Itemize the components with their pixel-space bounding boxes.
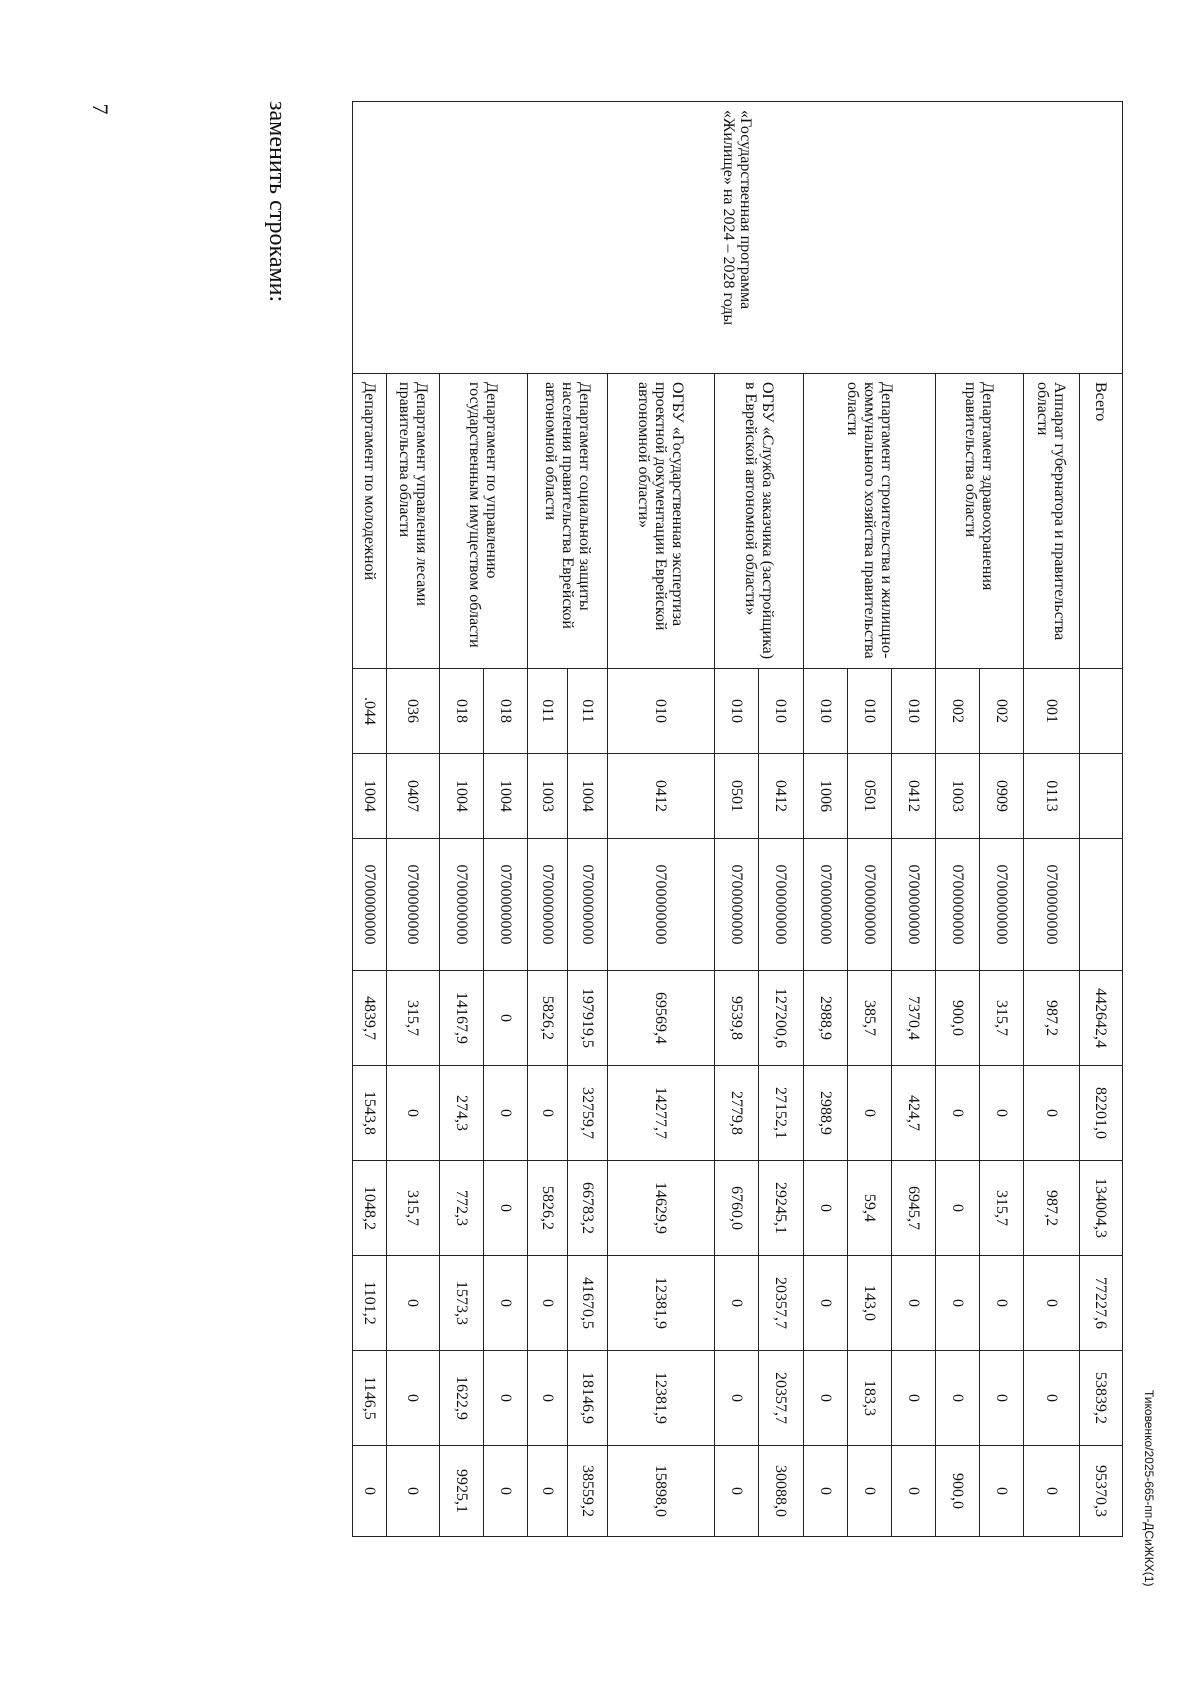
intro-text: заменить строками: — [264, 101, 290, 303]
value-cell: 0 — [804, 1161, 848, 1256]
csr-cell: 0700000000 — [892, 839, 936, 971]
value-cell: 0 — [715, 1256, 759, 1351]
grbs-cell: 011 — [568, 669, 608, 754]
csr-cell: 0700000000 — [936, 839, 980, 971]
value-cell: 5826,2 — [528, 1161, 568, 1256]
value-cell: 12381,9 — [608, 1256, 715, 1351]
value-cell: 59,4 — [848, 1161, 892, 1256]
value-cell: 0 — [980, 1446, 1024, 1537]
value-cell: 197919,5 — [568, 971, 608, 1066]
value-cell: 0 — [848, 1066, 892, 1161]
value-cell: 6945,7 — [892, 1161, 936, 1256]
value-cell: 0 — [892, 1351, 936, 1446]
org-name-cell: Департамент строительства и жилищно-коммунального хозяйства правительства области — [804, 374, 936, 669]
value-cell: 424,7 — [892, 1066, 936, 1161]
value-cell: 1048,2 — [353, 1161, 387, 1256]
org-name-cell: Департамент здравоохранения правительства области — [936, 374, 1024, 669]
org-name-cell: ОГБУ «Служба заказчика (застройщика) в Еврейской автономной области» — [715, 374, 804, 669]
rzpr-cell: 1003 — [936, 754, 980, 839]
rzpr-cell: 0412 — [608, 754, 715, 839]
grbs-cell: 010 — [848, 669, 892, 754]
value-cell: 2988,9 — [804, 971, 848, 1066]
total-grbs-cell — [1080, 669, 1123, 754]
value-cell: 315,7 — [387, 1161, 440, 1256]
value-cell: 385,7 — [848, 971, 892, 1066]
value-cell: 20357,7 — [759, 1351, 804, 1446]
csr-cell: 0700000000 — [759, 839, 804, 971]
value-cell: 315,7 — [980, 971, 1024, 1066]
value-cell: 0 — [484, 1351, 528, 1446]
total-value-cell: 95370,3 — [1080, 1446, 1123, 1537]
value-cell: 38559,2 — [568, 1446, 608, 1537]
value-cell: 12381,9 — [608, 1351, 715, 1446]
org-name-cell: ОГБУ «Государственная экспертиза проектной документации Еврейской автономной области» — [608, 374, 715, 669]
value-cell: 0 — [484, 1161, 528, 1256]
value-cell: 14277,7 — [608, 1066, 715, 1161]
value-cell: 0 — [980, 1351, 1024, 1446]
value-cell: 20357,7 — [759, 1256, 804, 1351]
grbs-cell: 010 — [608, 669, 715, 754]
value-cell: 772,3 — [440, 1161, 484, 1256]
csr-cell: 0700000000 — [353, 839, 387, 971]
csr-cell: 0700000000 — [804, 839, 848, 971]
value-cell: 183,3 — [848, 1351, 892, 1446]
rzpr-cell: 0407 — [387, 754, 440, 839]
value-cell: 987,2 — [1024, 971, 1080, 1066]
value-cell: 0 — [484, 1256, 528, 1351]
value-cell: 2779,8 — [715, 1066, 759, 1161]
value-cell: 9539,8 — [715, 971, 759, 1066]
value-cell: 0 — [804, 1351, 848, 1446]
csr-cell: 0700000000 — [980, 839, 1024, 971]
document-footer: Тиковенко/2025-665-пп-ДСиЖКХ(1) — [1142, 1390, 1156, 1587]
budget-table — [352, 101, 1123, 1537]
grbs-cell: 002 — [936, 669, 980, 754]
value-cell: 0 — [484, 1446, 528, 1537]
value-cell: 0 — [1024, 1446, 1080, 1537]
value-cell: 30088,0 — [759, 1446, 804, 1537]
value-cell: 0 — [936, 1256, 980, 1351]
total-value-cell: 77227,6 — [1080, 1256, 1123, 1351]
value-cell: 0 — [528, 1446, 568, 1537]
value-cell: 0 — [484, 971, 528, 1066]
org-name-cell: Департамент по управлению государственным имуществом области — [440, 374, 528, 669]
grbs-cell: 011 — [528, 669, 568, 754]
value-cell: 14629,9 — [608, 1161, 715, 1256]
value-cell: 7370,4 — [892, 971, 936, 1066]
value-cell: 900,0 — [936, 971, 980, 1066]
value-cell: 0 — [484, 1066, 528, 1161]
grbs-cell: 002 — [980, 669, 1024, 754]
total-value-cell: 82201,0 — [1080, 1066, 1123, 1161]
value-cell: 0 — [528, 1066, 568, 1161]
csr-cell: 0700000000 — [1024, 839, 1080, 971]
value-cell: 315,7 — [980, 1161, 1024, 1256]
value-cell: 14167,9 — [440, 971, 484, 1066]
rzpr-cell: 1004 — [568, 754, 608, 839]
grbs-cell: 010 — [715, 669, 759, 754]
value-cell: 274,3 — [440, 1066, 484, 1161]
value-cell: 2988,9 — [804, 1066, 848, 1161]
grbs-cell: 010 — [804, 669, 848, 754]
csr-cell: 0700000000 — [484, 839, 528, 971]
csr-cell: 0700000000 — [440, 839, 484, 971]
program-name-cell: «Государственная программа «Жилище» на 2024 – 2028 годы — [353, 102, 1123, 374]
rzpr-cell: 0909 — [980, 754, 1024, 839]
value-cell: 41670,5 — [568, 1256, 608, 1351]
value-cell: 0 — [715, 1446, 759, 1537]
value-cell: 0 — [528, 1351, 568, 1446]
value-cell: 987,2 — [1024, 1161, 1080, 1256]
org-name-cell: Департамент социальной защиты населения правительства Еврейской автономной области — [528, 374, 608, 669]
rzpr-cell: 1006 — [804, 754, 848, 839]
value-cell: 0 — [892, 1446, 936, 1537]
total-value-cell: 442642,4 — [1080, 971, 1123, 1066]
rzpr-cell: 1004 — [484, 754, 528, 839]
total-label-cell: Всего — [1080, 374, 1123, 669]
value-cell: 900,0 — [936, 1446, 980, 1537]
value-cell: 27152,1 — [759, 1066, 804, 1161]
org-name-cell: Департамент управления лесами правительства области — [387, 374, 440, 669]
csr-cell: 0700000000 — [848, 839, 892, 971]
value-cell: 0 — [353, 1446, 387, 1537]
total-rzpr-cell — [1080, 754, 1123, 839]
value-cell: 0 — [936, 1066, 980, 1161]
value-cell: 29245,1 — [759, 1161, 804, 1256]
value-cell: 0 — [1024, 1066, 1080, 1161]
value-cell: 1101,2 — [353, 1256, 387, 1351]
value-cell: 0 — [387, 1446, 440, 1537]
value-cell: 5826,2 — [528, 971, 568, 1066]
grbs-cell: .044 — [353, 669, 387, 754]
value-cell: 4839,7 — [353, 971, 387, 1066]
table-row-total — [1080, 102, 1123, 1537]
value-cell: 69569,4 — [608, 971, 715, 1066]
rzpr-cell: 0113 — [1024, 754, 1080, 839]
value-cell: 0 — [980, 1256, 1024, 1351]
value-cell: 0 — [387, 1066, 440, 1161]
rzpr-cell: 1004 — [440, 754, 484, 839]
value-cell: 0 — [980, 1066, 1024, 1161]
grbs-cell: 018 — [484, 669, 528, 754]
value-cell: 15898,0 — [608, 1446, 715, 1537]
value-cell: 0 — [848, 1446, 892, 1537]
grbs-cell: 001 — [1024, 669, 1080, 754]
grbs-cell: 036 — [387, 669, 440, 754]
csr-cell: 0700000000 — [528, 839, 568, 971]
value-cell: 0 — [387, 1256, 440, 1351]
value-cell: 143,0 — [848, 1256, 892, 1351]
value-cell: 0 — [936, 1351, 980, 1446]
value-cell: 18146,9 — [568, 1351, 608, 1446]
value-cell: 127200,6 — [759, 971, 804, 1066]
csr-cell: 0700000000 — [568, 839, 608, 971]
org-name-cell: Аппарат губернатора и правительства области — [1024, 374, 1080, 669]
value-cell: 9925,1 — [440, 1446, 484, 1537]
value-cell: 32759,7 — [568, 1066, 608, 1161]
csr-cell: 0700000000 — [387, 839, 440, 971]
value-cell: 66783,2 — [568, 1161, 608, 1256]
rzpr-cell: 1003 — [528, 754, 568, 839]
rzpr-cell: 0501 — [848, 754, 892, 839]
value-cell: 1146,5 — [353, 1351, 387, 1446]
grbs-cell: 010 — [892, 669, 936, 754]
value-cell: 0 — [387, 1351, 440, 1446]
value-cell: 0 — [1024, 1256, 1080, 1351]
org-name-cell: Департамент по молодежной — [353, 374, 387, 669]
page-number: 7 — [88, 103, 113, 115]
value-cell: 315,7 — [387, 971, 440, 1066]
rzpr-cell: 1004 — [353, 754, 387, 839]
csr-cell: 0700000000 — [715, 839, 759, 971]
value-cell: 0 — [804, 1256, 848, 1351]
total-value-cell: 53839,2 — [1080, 1351, 1123, 1446]
value-cell: 1543,8 — [353, 1066, 387, 1161]
value-cell: 0 — [715, 1351, 759, 1446]
rzpr-cell: 0412 — [759, 754, 804, 839]
rzpr-cell: 0501 — [715, 754, 759, 839]
rotated-content — [97, 101, 1123, 1536]
total-value-cell: 134004,3 — [1080, 1161, 1123, 1256]
value-cell: 0 — [1024, 1351, 1080, 1446]
value-cell: 6760,0 — [715, 1161, 759, 1256]
value-cell: 0 — [936, 1161, 980, 1256]
value-cell: 0 — [528, 1256, 568, 1351]
total-csr-cell — [1080, 839, 1123, 971]
value-cell: 1573,3 — [440, 1256, 484, 1351]
value-cell: 1622,9 — [440, 1351, 484, 1446]
value-cell: 0 — [892, 1256, 936, 1351]
grbs-cell: 018 — [440, 669, 484, 754]
grbs-cell: 010 — [759, 669, 804, 754]
csr-cell: 0700000000 — [608, 839, 715, 971]
rzpr-cell: 0412 — [892, 754, 936, 839]
value-cell: 0 — [804, 1446, 848, 1537]
